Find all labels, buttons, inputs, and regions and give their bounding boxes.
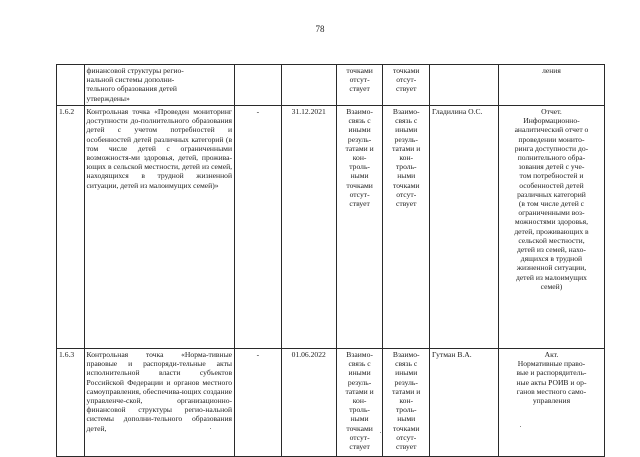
dependency-predecessor: Взаимо- связь с иными резуль- татами и кон- троль- ными точками отсут- ствует — [336, 106, 383, 349]
control-point-name: финансовой структуры регио- нальной системы дополни- тельного образования детей утверждены» — [84, 65, 235, 106]
scan-speck — [380, 432, 381, 433]
result-document: Акт. Нормативные право- вые и распорядитель- ные акты РОИВ и ор- ганов местного само- управления — [498, 349, 604, 457]
start-date: - — [235, 349, 282, 457]
scan-speck — [210, 428, 211, 429]
result-document: ления — [498, 65, 604, 106]
table-row — [57, 106, 605, 349]
page-number: 78 — [315, 24, 325, 34]
start-date: - — [235, 106, 282, 349]
row-number: 1.6.3 — [57, 349, 85, 457]
responsible-person — [430, 65, 499, 106]
scan-speck — [520, 426, 521, 427]
end-date — [281, 65, 336, 106]
end-date: 01.06.2022 — [281, 349, 336, 457]
control-point-name: Контрольная точка «Проведен мониторинг доступности до-полнительного образования детей с учетом потребностей и особенностей детей различных категорий (в том числе детей с ограниченными возможностя-ми здоровья, детей, прожива-ющих в сельской местности, детей из семей, находящихся в трудной жизненной ситуации, детей из малоимущих семей)» — [84, 106, 235, 349]
dependency-predecessor: точками отсут- ствует — [336, 65, 383, 106]
end-date: 31.12.2021 — [281, 106, 336, 349]
dependency-successor: Взаимо- связь с иными резуль- татами и кон- троль- ными точками отсут- ствует — [383, 349, 430, 457]
responsible-person: Гладилина О.С. — [430, 106, 499, 349]
dependency-predecessor: Взаимо- связь с иными резуль- татами и кон- троль- ными точками отсут- ствует — [336, 349, 383, 457]
control-point-name: Контрольная точка «Норма-тивные правовые и распоряди-тельные акты исполнительной власти субъектов Российской Федерации и органов местного самоуправления, обеспечива-ющих создание управленче-ской, организационно-финансовой структуры регио-нальной системы дополни-тельного образования детей, — [84, 349, 235, 457]
result-document: Отчет. Информационно- аналитический отчет о проведении монито- ринга доступности до- полнительного обра- зования детей с уче- том потребностей и особенностей детей различных категорий (в том числе детей с ограниченными воз- можностями здоровья, детей, проживающих в сельской местности, детей из семей, нахо- дящихся в трудной жизненной ситуации, детей из малоимущих семей) — [498, 106, 604, 349]
start-date — [235, 65, 282, 106]
dependency-successor: точками отсут- ствует — [383, 65, 430, 106]
row-number: 1.6.2 — [57, 106, 85, 349]
table-row — [57, 349, 605, 457]
dependency-successor: Взаимо- связь с иными резуль- татами и кон- троль- ными точками отсут- ствует — [383, 106, 430, 349]
responsible-person: Гутман В.А. — [430, 349, 499, 457]
plan-table — [56, 64, 605, 457]
table-row — [57, 65, 605, 106]
row-number — [57, 65, 85, 106]
